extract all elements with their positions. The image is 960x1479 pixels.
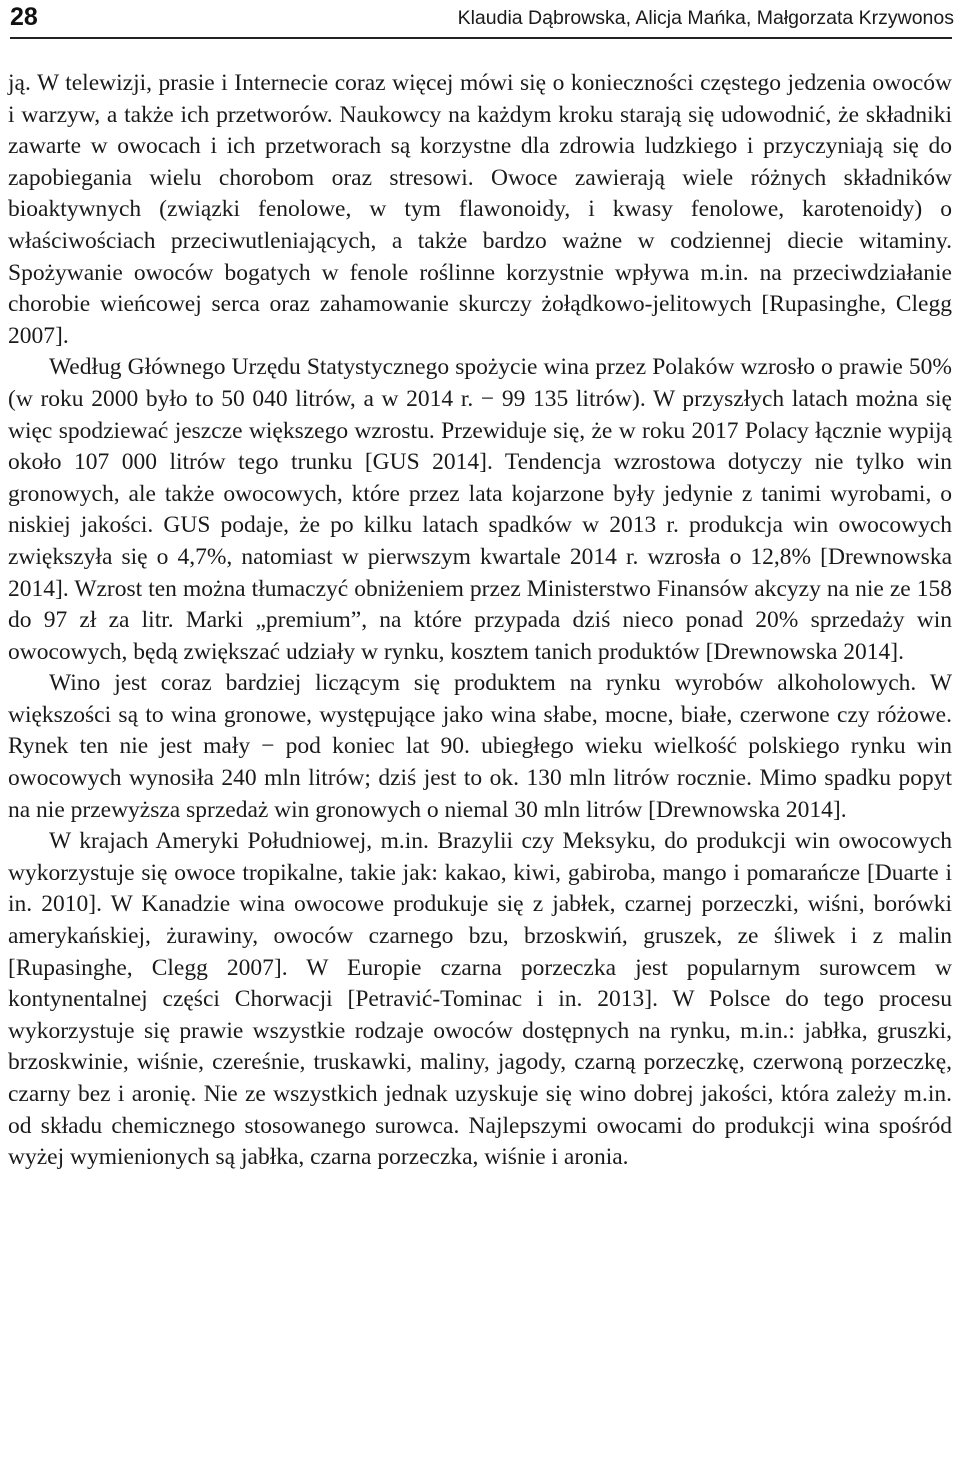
running-head-authors: Klaudia Dąbrowska, Alicja Mańka, Małgorzata Krzywonos bbox=[457, 7, 954, 29]
article-body bbox=[8, 68, 952, 1174]
paragraph-4: W krajach Ameryki Południowej, m.in. Brazylii czy Meksyku, do produkcji win owocowych wykorzystuje się owoce tropikalne, takie jak: kakao, kiwi, gabiroba, mango i pomarańcze [Duarte i in. 2010]. W Kanadzie wina owocowe produkuje się z jabłek, czarnej porzeczki, wiśni, borówki amerykańskiej, żurawiny, owoców czarnego bzu, brzoskwiń, gruszek, ze śliwek i z malin [Rupasinghe, Clegg 2007]. W Europie czarna porzeczka jest popularnym surowcem w kontynentalnej części Chorwacji [Petravić-Tominac i in. 2013]. W Polsce do tego procesu wykorzystuje się prawie wszystkie rodzaje owoców dostępnych na rynku, m.in.: jabłka, gruszki, brzoskwinie, wiśnie, czereśnie, truskawki, maliny, jagody, czarną porzeczkę, czerwoną porzeczkę, czarny bez i aronię. Nie ze wszystkich jednak uzyskuje się wino dobrej jakości, która zależy m.in. od składu chemicznego stosowanego surowca. Najlepszymi owocami do produkcji wina spośród wyżej wymienionych są jabłka, czarna porzeczka, wiśnie i aronia. bbox=[8, 828, 952, 1171]
header-rule bbox=[10, 37, 952, 39]
paragraph-2: Według Głównego Urzędu Statystycznego spożycie wina przez Polaków wzrosło o prawie 50% (w roku 2000 było to 50 040 litrów, a w 2014 r. − 99 135 litrów). W przyszłych latach można się więc spodziewać jeszcze większego wzrostu. Przewiduje się, że w roku 2017 Polacy łącznie wypiją około 107 000 litrów tego trunku [GUS 2014]. Tendencja wzrostowa dotyczy nie tylko win gronowych, ale także owocowych, które przez lata kojarzone były jedynie z tanimi wyrobami, o niskiej jakości. GUS podaje, że po kilku latach spadków w 2013 r. produkcja win owocowych zwiększyła się o 4,7%, natomiast w pierwszym kwartale 2014 r. wzrosła o 12,8% [Drewnowska 2014]. Wzrost ten można tłumaczyć obniżeniem przez Ministerstwo Finansów akcyzy na nie ze 158 do 97 zł za litr. Marki „premium”, na które przypada dziś nieco ponad 20% sprzedaży win owocowych, będą zwiększać udziały w rynku, kosztem tanich produktów [Drewnowska 2014]. bbox=[8, 354, 952, 665]
paragraph-3: Wino jest coraz bardziej liczącym się produktem na rynku wyrobów alkoholowych. W większości są to wina gronowe, występujące jako wina słabe, mocne, białe, czerwone czy różowe. Rynek ten nie jest mały − pod koniec lat 90. ubiegłego wieku wielkość polskiego rynku win owocowych wynosiła 240 mln litrów; dziś jest to ok. 130 mln litrów rocznie. Mimo spadku popyt na nie przewyższa sprzedaż win gronowych o niemal 30 mln litrów [Drewnowska 2014]. bbox=[8, 670, 952, 823]
paragraph-1: ją. W telewizji, prasie i Internecie coraz więcej mówi się o konieczności częstego jedzenia owoców i warzyw, a także ich przetworów. Naukowcy na każdym kroku starają się udowodnić, że składniki zawarte w owocach i ich przetworach są korzystne dla zdrowia ludzkiego i przyczyniają się do zapobiegania wielu chorobom oraz stresowi. Owoce zawierają wiele różnych składników bioaktywnych (związki fenolowe, w tym flawonoidy, i kwasy fenolowe, karotenoidy) o właściwościach przeciwutleniających, a także bardzo ważne w codziennej diecie witaminy. Spożywanie owoców bogatych w fenole roślinne korzystnie wpływa m.in. na przeciwdziałanie chorobie wieńcowej serca oraz zahamowanie skurczy żołądkowo-jelitowych [Rupasinghe, Clegg 2007]. bbox=[8, 70, 952, 349]
page-header bbox=[0, 0, 960, 36]
page-number: 28 bbox=[10, 3, 38, 31]
